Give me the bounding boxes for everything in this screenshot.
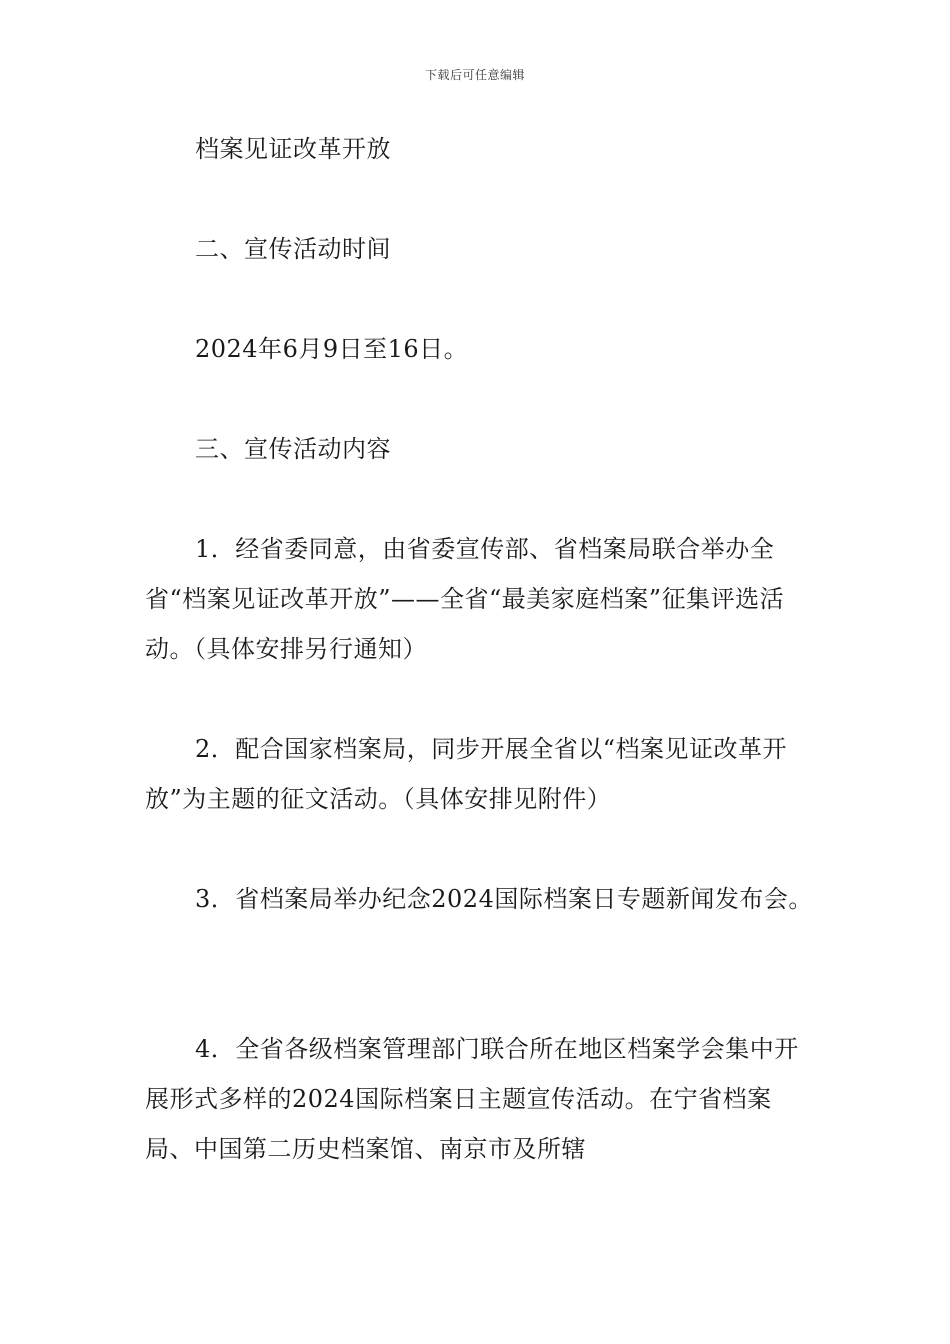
list-item-4: 4．全省各级档案管理部门联合所在地区档案学会集中开展形式多样的2024国际档案日主题宣传活动。在宁省档案局、中国第二历史档案馆、南京市及所辖 [145,1035,799,1163]
heading-activity-content: 三、宣传活动内容 [195,435,391,463]
list-item-1: 1．经省委同意，由省委宣传部、省档案局联合举办全省“档案见证改革开放”——全省“最美家庭档案”征集评选活动。（具体安排另行通知） [145,535,785,663]
paragraph-activity-date: 2024年6月9日至16日。 [195,335,469,363]
paragraph-theme: 档案见证改革开放 [195,135,391,163]
heading-activity-time: 二、宣传活动时间 [195,235,391,263]
list-item-3: 3．省档案局举办纪念2024国际档案日专题新闻发布会。 [195,885,813,913]
list-item-2: 2．配合国家档案局，同步开展全省以“档案见证改革开放”为主题的征文活动。（具体安排见附件） [145,735,788,813]
page-header: 下载后可任意编辑 [424,68,525,82]
